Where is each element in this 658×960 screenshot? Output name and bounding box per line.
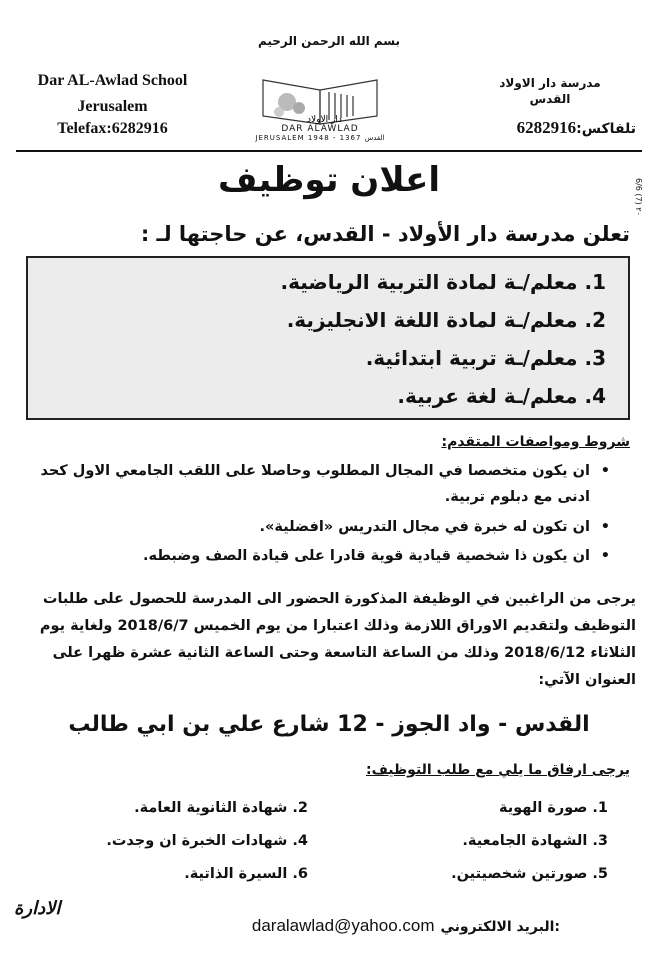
email-label: البريد الالكتروني:: [440, 919, 560, 935]
application-paragraph: يرجى من الراغبين في الوظيفة المذكورة الحضور الى المدرسة للحصول على طلبات التوظيف ولتقديم الاوراق اللازمة وذلك اعتبارا من يوم الخميس 2018/6/7 ولغاية يوم الثلاثاء 2018/6/12 وذلك من الساعة التاسعة وحتى الساعة الثانية عشرة ظهرا على العنوان الآتي:: [39, 591, 636, 688]
attachment-item: 2. شهادة الثانوية العامة.: [134, 800, 308, 816]
attachment-item: 3. الشهادة الجامعية.: [462, 833, 608, 849]
school-name-arabic: مدرسة دار الاولاد: [499, 76, 601, 90]
basmala: بسم الله الرحمن الرحيم: [257, 34, 401, 48]
telefax-number: 6282916: [516, 118, 577, 137]
side-reference: 6/6 (7) ٢٠: [634, 178, 643, 216]
condition-item: • ان يكون ذا شخصية قيادية قوية قادرا على قيادة الصف وضبطه.: [40, 543, 610, 569]
job-item: 4. معلم/ـة لغة عربية.: [397, 384, 606, 408]
job-item: 1. معلم/ـة لمادة التربية الرياضية.: [280, 270, 606, 294]
header-divider: [16, 150, 642, 152]
school-name-english: Dar AL-Awlad School: [37, 72, 188, 89]
school-city-english: Jerusalem: [77, 98, 148, 115]
school-city-arabic: القدس: [529, 92, 571, 106]
job-item: 3. معلم/ـة تربية ابتدائية.: [365, 346, 606, 370]
attachment-item: 1. صورة الهوية: [498, 800, 608, 816]
signature-administration: الادارة: [14, 898, 61, 919]
email-row: [140, 916, 560, 936]
job-item: 2. معلم/ـة لمادة اللغة الانجليزية.: [286, 308, 606, 332]
address: القدس - واد الجوز - 12 شارع علي بن ابي طالب: [68, 712, 590, 737]
telefax-english: Telefax:6282916: [57, 120, 168, 137]
logo-english: DAR ALAWLAD: [281, 124, 359, 134]
email-address[interactable]: daralawlad@yahoo.com: [251, 916, 435, 935]
attachments-title: يرجى ارفاق ما يلي مع طلب التوظيف:: [366, 762, 630, 778]
attachment-item: 4. شهادات الخبرة ان وجدت.: [106, 833, 308, 849]
logo-subtitle: JERUSALEM 1948 - 1367 القدس: [255, 134, 385, 142]
attachment-item: 5. صورتين شخصيتين.: [451, 866, 608, 882]
announcement-title: اعلان توظيف: [217, 160, 441, 200]
condition-item: • ان يكون متخصصا في المجال المطلوب وحاصلا على اللقب الجامعي الاول كحد ادنى مع دبلوم تربية.: [40, 458, 610, 510]
conditions-title: شروط ومواصفات المتقدم:: [441, 434, 630, 450]
intro-text: تعلن مدرسة دار الأولاد - القدس، عن حاجتها لـ :: [140, 222, 630, 246]
telefax-label: تلفاكس:: [576, 121, 636, 137]
attachment-item: 6. السيرة الذاتية.: [184, 866, 308, 882]
condition-item: • ان تكون له خبرة في مجال التدريس «افضلية».: [40, 514, 610, 540]
telefax-arabic: [470, 118, 636, 138]
logo-arabic: دار الاولاد: [307, 115, 342, 125]
logo-caption: [245, 124, 395, 142]
